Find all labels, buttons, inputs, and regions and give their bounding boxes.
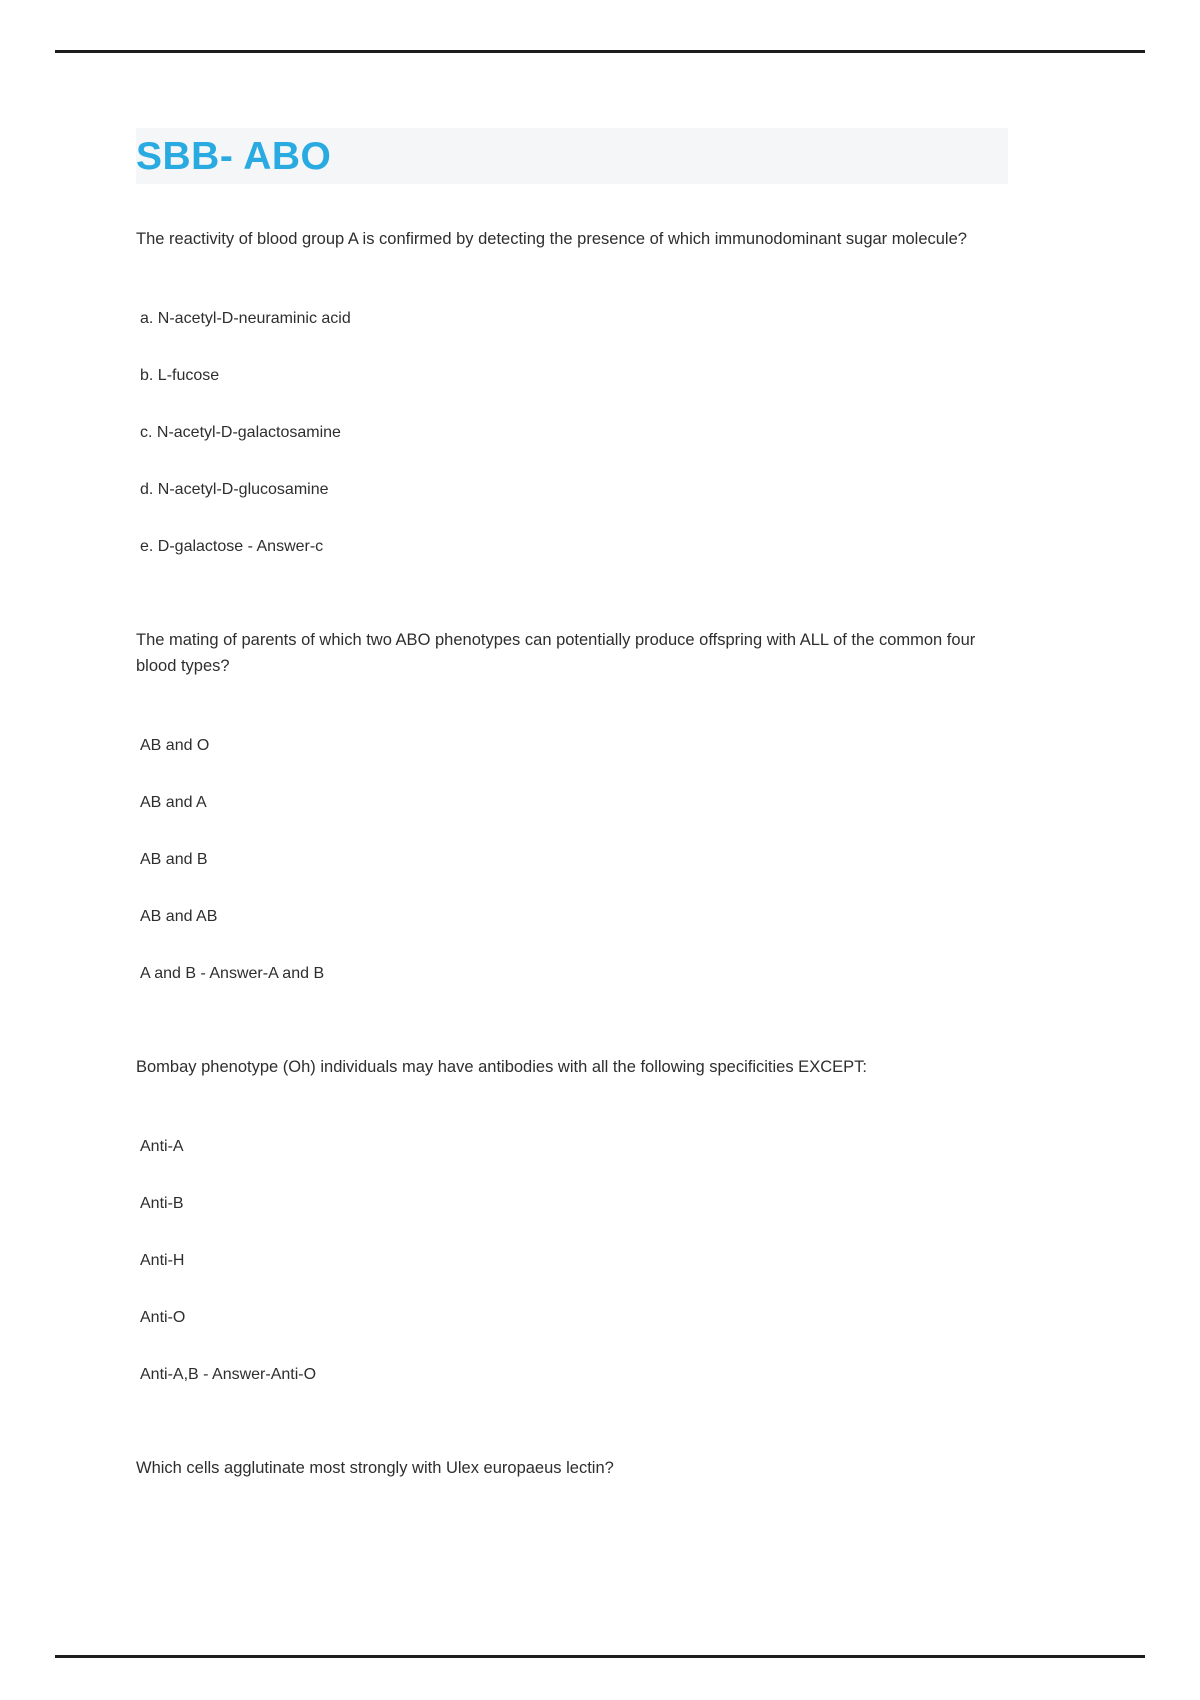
list-item-answer[interactable]: e. D-galactose - Answer-c	[140, 537, 324, 555]
option-list-3	[136, 1139, 1008, 1383]
top-rule-divider	[55, 50, 1145, 53]
list-item[interactable]: AB and A	[140, 794, 207, 812]
list-item[interactable]: d. N-acetyl-D-glucosamine	[140, 480, 329, 498]
question-text: Which cells agglutinate most strongly with Ulex europaeus lectin?	[136, 1458, 614, 1477]
list-item[interactable]: a. N-acetyl-D-neuraminic acid	[140, 309, 351, 327]
list-item[interactable]: c. N-acetyl-D-galactosamine	[140, 423, 341, 441]
question-block-4	[136, 1455, 1008, 1482]
question-block-3	[136, 1054, 1008, 1383]
question-block-2	[136, 627, 1008, 982]
list-item[interactable]: Anti-B	[140, 1194, 184, 1212]
option-list-1	[136, 311, 1008, 555]
list-item[interactable]: AB and O	[140, 737, 210, 755]
list-item-answer[interactable]: Anti-A,B - Answer-Anti-O	[140, 1365, 317, 1383]
title-band	[136, 128, 1008, 184]
list-item[interactable]: AB and B	[140, 851, 208, 869]
question-text: The mating of parents of which two ABO phenotypes can potentially produce offspring with ALL of the common four blood types?	[136, 630, 976, 676]
option-list-2	[136, 738, 1008, 982]
question-block-1	[136, 226, 1008, 555]
question-text: The reactivity of blood group A is confirmed by detecting the presence of which immunodominant sugar molecule?	[136, 230, 967, 248]
list-item[interactable]: Anti-A	[140, 1137, 184, 1155]
list-item[interactable]: Anti-H	[140, 1251, 185, 1269]
list-item[interactable]: b. L-fucose	[140, 366, 220, 384]
list-item[interactable]: Anti-O	[140, 1308, 186, 1326]
document-content	[136, 128, 1008, 1482]
list-item-answer[interactable]: A and B - Answer-A and B	[140, 965, 325, 983]
bottom-rule-divider	[55, 1655, 1145, 1658]
question-text: Bombay phenotype (Oh) individuals may have antibodies with all the following specificities EXCEPT:	[136, 1058, 867, 1077]
list-item[interactable]: AB and AB	[140, 908, 218, 926]
page-title: SBB- ABO	[136, 134, 332, 178]
